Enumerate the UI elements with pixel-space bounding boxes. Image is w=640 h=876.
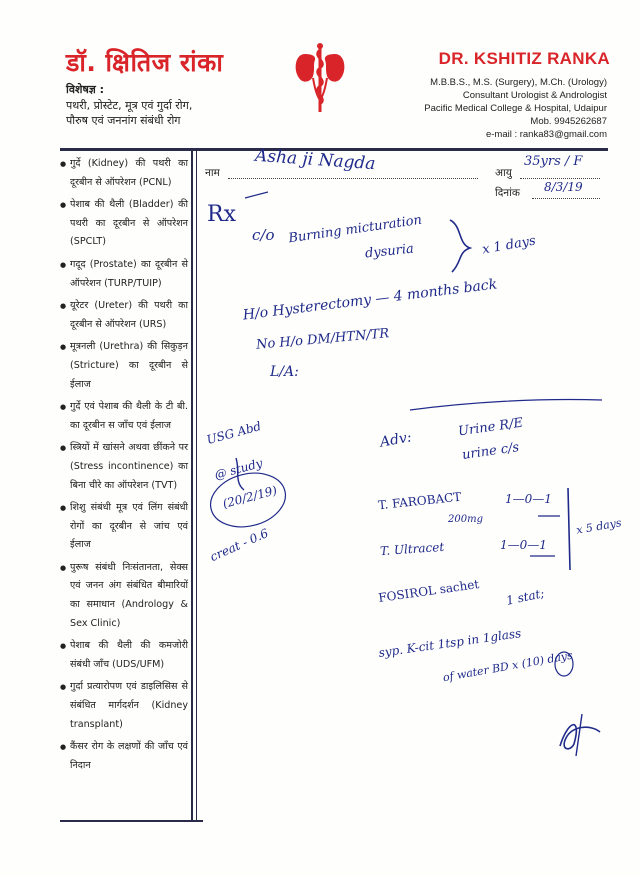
specialty-line-1-hindi: पथरी, प्रोस्टेट, मूत्र एवं गुर्दा रोग, [66,99,193,112]
complaint-duration: x 1 days [481,233,537,258]
specialty-heading-hindi: विशेषज्ञ : [66,83,105,96]
name-field-line [228,178,478,179]
advice-urine-re: Urine R/E [457,415,524,440]
qualifications: M.B.B.S., M.S. (Surgery), M.Ch. (Urology) [430,77,607,88]
investigation-study: @ study [213,455,264,483]
services-list [60,155,188,775]
doctor-name-hindi: डॉ. क्षितिज रांका [66,48,224,77]
complaint-prefix: c/o [252,226,275,244]
sidebar-divider-inner [196,150,197,822]
medicine-3: FOSIROL sachet [377,577,480,605]
complaint-line-2: dysuria [364,241,415,262]
email-address: e-mail : ranka83@gmail.com [485,129,607,140]
service-item: ● मूत्रनली (Urethra) की सिकुड़न (Stricture) का दूरबीन से ईलाज [60,338,188,394]
history-line-2: No H/o DM/HTN/TR [255,326,390,353]
medicine-2-dose: 1—0—1 [500,538,547,552]
visit-date: 8/3/19 [544,180,583,194]
investigation-usg: USG Abd [205,419,263,447]
examination: L/A: [270,364,299,380]
investigation-date: (20/2/19) [221,483,279,511]
doctor-name-english: DR. KSHITIZ RANKA [438,49,610,68]
investigation-creatinine: creat - 0.6 [207,525,271,565]
medicine-duration: x 5 days [575,516,623,537]
medicine-2: T. Ultracet [379,539,445,559]
service-item: ● यूरेटर (Ureter) की पथरी का दूरबीन से ऑपरेशन (URS) [60,297,188,334]
medicine-1-dose: 1—0—1 [505,492,552,506]
medicine-1-strength: 200mg [448,514,483,525]
service-item: ● गुर्दे एवं पेशाब की थैली के टी बी. का दूरबीन स जाँच एवं ईलाज [60,398,188,435]
service-item: ● कैंसर रोग के लक्षणों की जाँच एवं निदान [60,738,188,775]
patient-name: Asha ji Nagda [254,145,377,175]
designation: Consultant Urologist & Andrologist [462,90,607,101]
patient-age-sex: 35yrs / F [524,154,583,169]
service-item: ● शिशु संबंधी मूत्र एवं लिंग संबंधी रोगों का दूरबीन से जांच एवं ईलाज [60,499,188,555]
hospital: Pacific Medical College & Hospital, Udaipur [424,103,607,114]
sidebar-divider [191,150,193,822]
signature-icon [560,725,600,749]
kidney-caduceus-logo-icon [293,40,347,116]
advice-label: Adv: [378,429,413,451]
date-field-line [532,198,600,199]
service-item: ● पुरूष संबंधी निःसंतानता, सेक्स एवं जनन अंग संबंधित बीमारियों का समाधान (Andrology & Sex Clinic) [60,559,188,633]
service-item: ● गुर्दा प्रत्यारोपण एवं डाइलिसिस से संबंधित मार्गदर्शन (Kidney transplant) [60,678,188,734]
age-field-line [520,178,600,179]
age-label: आयु [495,167,512,179]
service-item: ● गदूद (Prostate) का दूरबीन से ऑपरेशन (TURP/TUIP) [60,256,188,293]
service-item: ● स्त्रियों में खांसने अथवा छींकने पर (Stress incontinence) का बिना चीरे का ऑपरेशन (TVT) [60,439,188,495]
mobile-number: Mob. 9945262687 [530,116,607,127]
date-label: दिनांक [495,187,520,199]
service-item: ● पेशाब की थैली (Bladder) की पथरी का दूरबीन से ऑपरेशन (SPCLT) [60,196,188,252]
advice-urine-cs: urine c/s [461,440,521,463]
service-item: ● गुर्दे (Kidney) की पथरी का दूरबीन से ऑपरेशन (PCNL) [60,155,188,192]
footer-divider [60,820,203,822]
medicine-4-instructions: of water BD x (10) days [441,648,574,685]
rx-symbol: Rx [207,202,236,227]
specialty-line-2-hindi: पौरुष एवं जननांग संबंधी रोग [66,114,181,127]
service-item: ● पेशाब की थैली की कमजोरी संबंधी जाँच (UDS/UFM) [60,637,188,674]
medicine-4: syp. K-cit 1tsp in 1glass [377,626,522,660]
name-label: नाम [205,167,220,179]
history-line-1: H/o Hysterectomy — 4 months back [241,276,498,324]
complaint-line-1: Burning micturation [287,212,423,247]
medicine-1: T. FAROBACT [377,489,462,513]
medicine-3-dose: 1 stat; [504,586,546,608]
